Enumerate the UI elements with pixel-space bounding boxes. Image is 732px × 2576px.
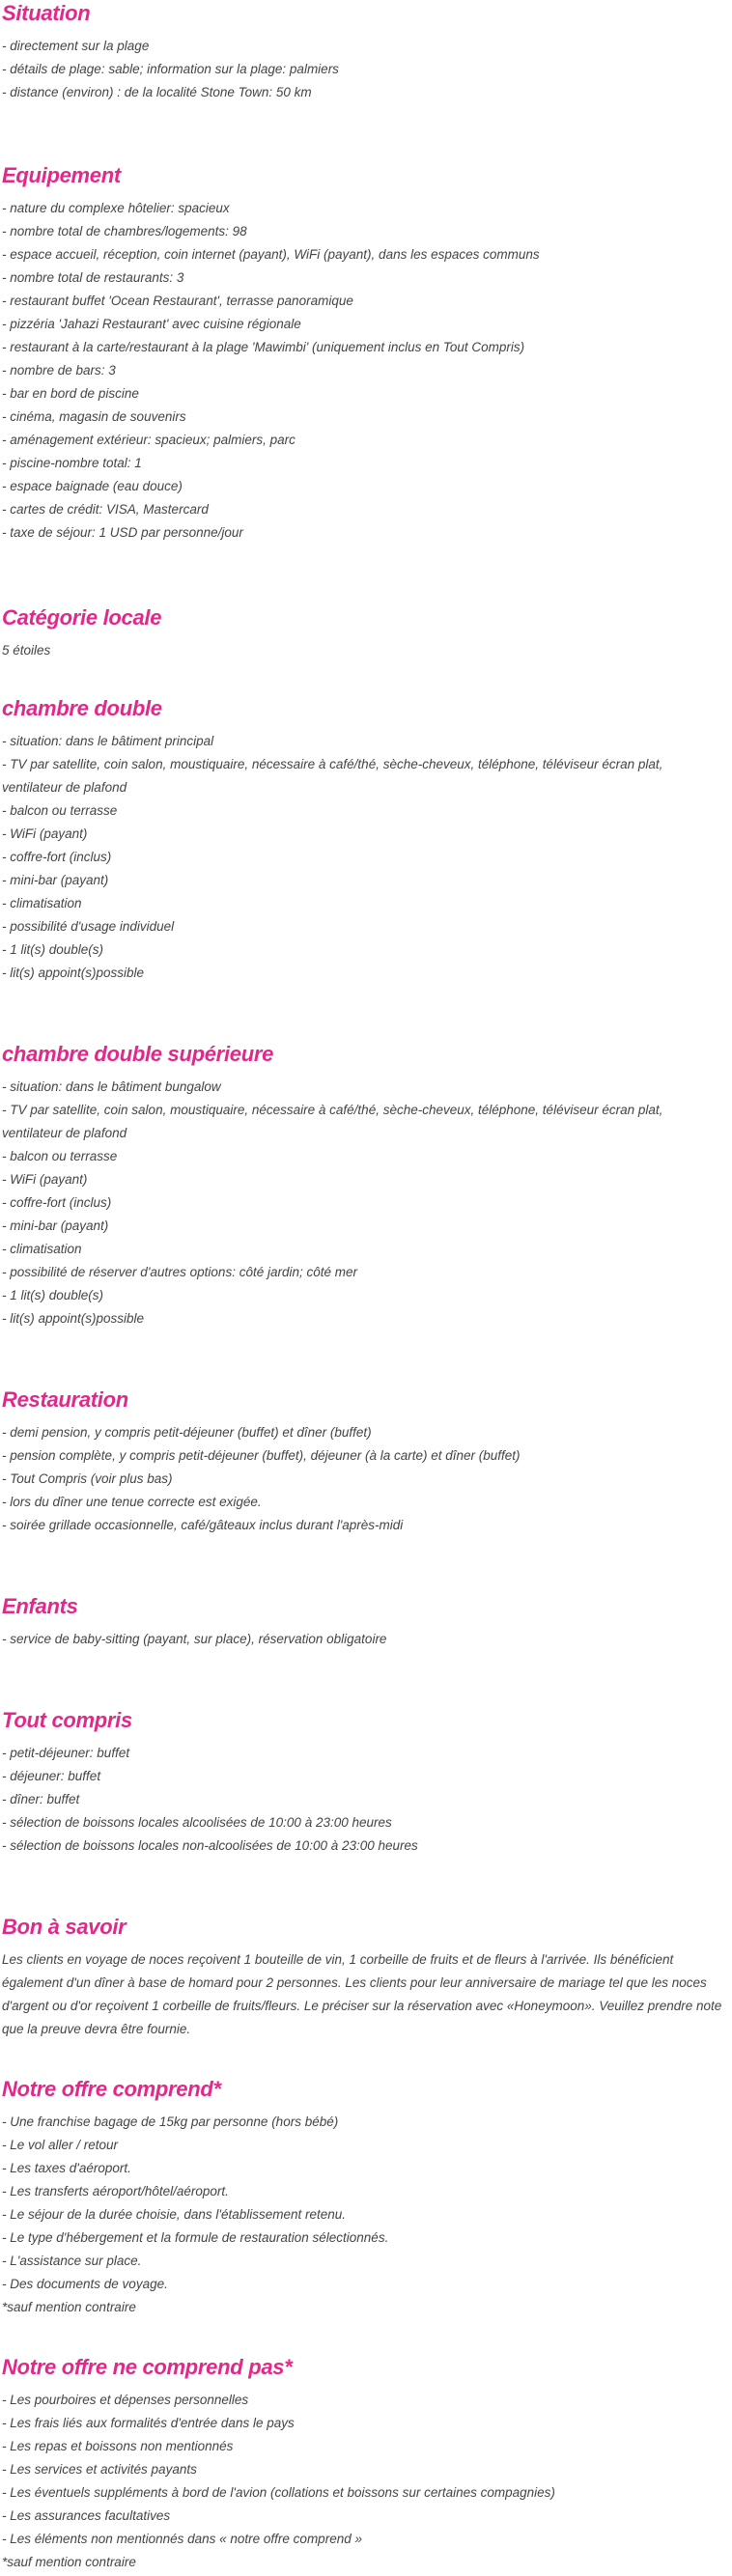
list-item: - possibilité d'usage individuel: [2, 919, 175, 934]
section-title-equipement: Equipement: [2, 163, 121, 187]
list-item: - nombre de bars: 3: [2, 363, 116, 378]
list-item: - Des documents de voyage.: [2, 2277, 168, 2291]
list-item: - demi pension, y compris petit-déjeuner (buffet) et dîner (buffet): [2, 1425, 372, 1440]
list-item: - déjeuner: buffet: [2, 1769, 101, 1783]
list-item: - Les repas et boissons non mentionnés: [2, 2439, 234, 2453]
section-bon-a-savoir: [2, 1914, 730, 2041]
section-title-bon-a-savoir: Bon à savoir: [2, 1915, 127, 1939]
list-item: - lors du dîner une tenue correcte est exigée.: [2, 1495, 262, 1509]
list-item: - directement sur la plage: [2, 39, 150, 53]
list-item: - cartes de crédit: VISA, Mastercard: [2, 502, 209, 517]
list-item: - Le séjour de la durée choisie, dans l'établissement retenu.: [2, 2207, 347, 2222]
section-title-situation: Situation: [2, 1, 91, 25]
list-item: - Les frais liés aux formalités d'entrée dans le pays: [2, 2416, 295, 2430]
section-title-enfants: Enfants: [2, 1594, 78, 1618]
footnote: *sauf mention contraire: [2, 2300, 136, 2314]
list-item: ventilateur de plafond: [2, 780, 127, 795]
list-item: - balcon ou terrasse: [2, 803, 118, 818]
section-chambre-double: [2, 695, 730, 985]
list-item: - situation: dans le bâtiment principal: [2, 734, 214, 748]
list-item: - climatisation: [2, 896, 82, 910]
list-item: - distance (environ) : de la localité Stone Town: 50 km: [2, 85, 312, 99]
list-item: - TV par satellite, coin salon, moustiquaire, nécessaire à café/thé, sèche-cheveux, téléphone, téléviseur écran plat,: [2, 1103, 663, 1117]
list-item: - piscine-nombre total: 1: [2, 456, 142, 470]
list-item: - dîner: buffet: [2, 1792, 80, 1806]
section-title-restauration: Restauration: [2, 1387, 128, 1412]
category-value: 5 étoiles: [2, 643, 51, 658]
list-item: - nombre total de chambres/logements: 98: [2, 224, 247, 238]
section-title-categorie: Catégorie locale: [2, 605, 162, 630]
list-item: - Les éléments non mentionnés dans « notre offre comprend »: [2, 2532, 362, 2546]
list-item: - situation: dans le bâtiment bungalow: [2, 1079, 221, 1094]
section-title-tout-compris: Tout compris: [2, 1708, 132, 1732]
section-categorie: [2, 604, 730, 662]
list-item: - Une franchise bagage de 15kg par personne (hors bébé): [2, 2114, 339, 2129]
info-paragraph: Les clients en voyage de noces reçoivent 1 bouteille de vin, 1 corbeille de fruits et de fleurs à l'arrivée. Ils bénéficient également d'un dîner à base de homard pour 2 personnes. Les clients pour leur anniversaire de mariage tel que les noces d'argent ou d'or reçoivent 1 corbeille de fruits/fleurs. Le préciser sur la réservation avec «Honeymoon». Veuillez prendre note que la preuve devra être fournie.: [2, 1952, 722, 2036]
list-item: - 1 lit(s) double(s): [2, 1288, 104, 1302]
section-equipement: [2, 162, 730, 545]
list-item: - aménagement extérieur: spacieux; palmiers, parc: [2, 433, 296, 447]
section-situation: [2, 0, 730, 104]
list-item: - lit(s) appoint(s)possible: [2, 966, 145, 980]
list-item: - L'assistance sur place.: [2, 2254, 142, 2268]
list-item: - coffre-fort (inclus): [2, 1195, 112, 1210]
list-item: - espace baignade (eau douce): [2, 479, 183, 493]
list-item: - restaurant buffet 'Ocean Restaurant', terrasse panoramique: [2, 294, 353, 308]
list-item: - balcon ou terrasse: [2, 1149, 118, 1163]
list-item: ventilateur de plafond: [2, 1126, 127, 1140]
section-tout-compris: [2, 1707, 730, 1858]
list-item: - Les assurances facultatives: [2, 2508, 171, 2523]
list-item: - WiFi (payant): [2, 1172, 88, 1187]
list-item: - sélection de boissons locales non-alcoolisées de 10:00 à 23:00 heures: [2, 1838, 418, 1853]
list-item: - soirée grillade occasionnelle, café/gâteaux inclus durant l'après-midi: [2, 1518, 404, 1532]
list-item: - Les pourboires et dépenses personnelles: [2, 2393, 249, 2407]
list-item: - TV par satellite, coin salon, moustiquaire, nécessaire à café/thé, sèche-cheveux, téléphone, téléviseur écran plat,: [2, 757, 663, 771]
list-item: - pizzéria 'Jahazi Restaurant' avec cuisine régionale: [2, 317, 301, 331]
section-offre-comprend: [2, 2076, 730, 2319]
list-item: - bar en bord de piscine: [2, 386, 139, 401]
list-item: - Le vol aller / retour: [2, 2138, 119, 2152]
list-item: - coffre-fort (inclus): [2, 850, 112, 864]
list-item: - taxe de séjour: 1 USD par personne/jour: [2, 525, 243, 540]
section-chambre-superieure: [2, 1041, 730, 1330]
section-title-offre-comprend: Notre offre comprend*: [2, 2077, 221, 2101]
list-item: - Les taxes d'aéroport.: [2, 2161, 131, 2175]
list-item: - climatisation: [2, 1242, 82, 1256]
footnote: *sauf mention contraire: [2, 2555, 136, 2569]
section-title-offre-ne-comprend-pas: Notre offre ne comprend pas*: [2, 2355, 293, 2379]
list-item: - mini-bar (payant): [2, 1218, 109, 1233]
list-item: - Les services et activités payants: [2, 2462, 197, 2477]
section-title-chambre-superieure: chambre double supérieure: [2, 1042, 274, 1066]
list-item: - restaurant à la carte/restaurant à la plage 'Mawimbi' (uniquement inclus en Tout Compris): [2, 340, 525, 354]
list-item: - nombre total de restaurants: 3: [2, 270, 184, 285]
list-item: - sélection de boissons locales alcoolisées de 10:00 à 23:00 heures: [2, 1815, 392, 1830]
list-item: - possibilité de réserver d'autres options: côté jardin; côté mer: [2, 1265, 358, 1279]
list-item: - détails de plage: sable; information sur la plage: palmiers: [2, 62, 339, 76]
list-item: - Les transferts aéroport/hôtel/aéroport.: [2, 2184, 229, 2198]
list-item: - 1 lit(s) double(s): [2, 942, 104, 957]
section-restauration: [2, 1386, 730, 1537]
section-offre-ne-comprend-pas: [2, 2354, 730, 2574]
list-item: - petit-déjeuner: buffet: [2, 1746, 130, 1760]
list-item: - pension complète, y compris petit-déjeuner (buffet), déjeuner (à la carte) et dîner (buffet): [2, 1448, 521, 1463]
list-item: - Le type d'hébergement et la formule de restauration sélectionnés.: [2, 2230, 389, 2245]
list-item: - cinéma, magasin de souvenirs: [2, 409, 186, 424]
list-item: - Tout Compris (voir plus bas): [2, 1471, 173, 1486]
list-item: - mini-bar (payant): [2, 873, 109, 887]
list-item: - nature du complexe hôtelier: spacieux: [2, 201, 230, 215]
section-enfants: [2, 1593, 730, 1651]
list-item: - Les éventuels suppléments à bord de l'avion (collations et boissons sur certaines compagnies): [2, 2485, 555, 2500]
list-item: - WiFi (payant): [2, 826, 88, 841]
list-item: - lit(s) appoint(s)possible: [2, 1311, 145, 1326]
section-title-chambre-double: chambre double: [2, 696, 162, 720]
list-item: - espace accueil, réception, coin internet (payant), WiFi (payant), dans les espaces communs: [2, 247, 540, 262]
list-item: - service de baby-sitting (payant, sur place), réservation obligatoire: [2, 1632, 387, 1646]
